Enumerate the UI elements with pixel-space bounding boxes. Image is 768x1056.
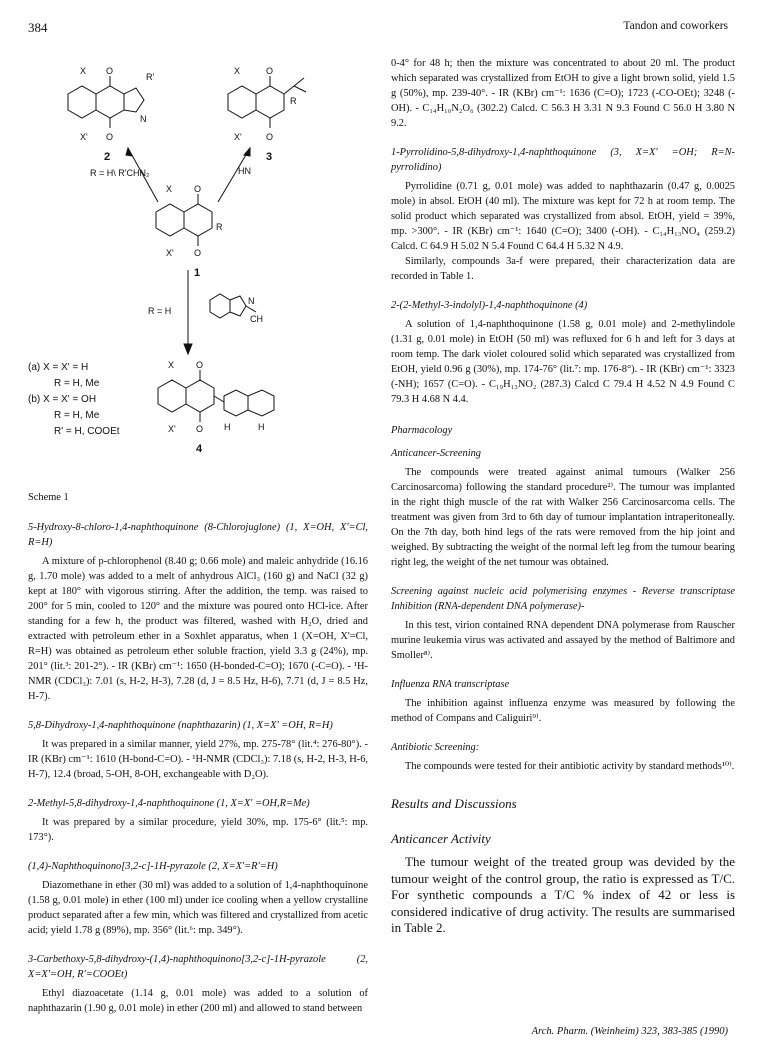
section-body-8-chlorojuglone: A mixture of p-chlorophenol (8.40 g; 0.66 mole) and maleic anhydride (16.16 g, 1.70 mole) was added to a melt of anhydrous AlCl₃ (160 g) and NaCl (32 g) kept at 180° with vigorous stirring. After the addition, the temp. was raised to 200° for 5 min, cooled to 120° and the mixture was poured onto HCl-ice. After standing for a few h, the product was filtered, washed with H₂O, dried and extracted with petroleum ether in a Soxhlet apparatus, when 1 (X=OH, X'=Cl, R=H) was obtained as petroleum ether soluble fraction, yield 3.3 g (24%), mp. 201° (lit.³: 201-2°). - IR (KBr) cm⁻¹: 1650 (H-bonded-C=O); 1670 (-C=O). - ¹H-NMR (CDCl₃): 7.01 (s, H-2, H-3), 7.28 (d, J = 8.5 Hz, H-6), 7.71 (d, J = 8.5 Hz, H-7). [28,556,368,702]
compound-3-label: 3 [266,151,273,163]
svg-text:H: H [224,422,231,432]
svg-text:X: X [234,66,241,76]
section-body-2-methyl: It was prepared by a similar procedure, yield 30%, mp. 175-6° (lit.⁵: mp. 173°). [28,817,368,843]
antibiotic-heading: Antibiotic Screening: [391,742,480,753]
svg-text:X: X [166,184,173,194]
compound-2-label: 2 [104,151,111,163]
nucleic-acid-body: In this test, virion contained RNA dependent DNA polymerase from Rauscher murine leukemia virus was activated and assayed by the method of Baltimore and Smoller⁸⁾. [391,620,735,661]
svg-text:O: O [266,66,274,76]
svg-text:X': X' [168,424,176,434]
anticancer-activity-body: The tumour weight of the treated group was devided by the tumour weight of the control group, the ratio is expressed as T/C. For synthetic compounds a T/C % index of 42 or less is considered indicative of drug activity. The results are summarised in Table 2. [391,854,735,935]
svg-text:H: H [258,422,265,432]
nucleic-acid-heading: Screening against nucleic acid polymerising enzymes - Reverse transcriptase Inhibition (RNA-dependent DNA polymerase)- [391,586,735,612]
legend-a-2: R = H, Me [54,378,100,389]
influenza-body: The inhibition against influenza enzyme was measured by following the method of Compans and Caliguiri⁹⁾. [391,698,735,724]
right-column [391,56,735,937]
svg-text:R': R' [146,72,155,82]
left-column [28,490,368,1016]
svg-text:R: R [216,222,223,232]
section-title-naphthazarin: 5,8-Dihydroxy-1,4-naphthoquinone (naphthazarin) (1, X=X' =OH, R=H) [28,720,333,731]
anticancer-activity-heading: Anticancer Activity [391,831,491,846]
section-title-indolyl: 2-(2-Methyl-3-indolyl)-1,4-naphthoquinone (4) [391,300,588,311]
svg-text:O: O [194,248,202,258]
section-body-pyrrolidino: Pyrrolidine (0.71 g, 0.01 mole) was added to naphthazarin (0.47 g, 0.0025 mole) in absol. EtOH (40 ml). The mixture was kept for 72 h at room temp. The solid product which separated was crystallized from absol. EtOH, yield = 39%, mp. >300°. - IR (KBr) cm⁻¹: 1640 (C=O); 3400 (-OH). - C₁₄H₁₃NO₄ (259.2) Calcd. C 64.9 H 5.02 N 5.4 Found C 64.4 H 5.32 N 4.9. [391,181,735,252]
svg-text:O: O [266,132,274,142]
legend-b-2: R = H, Me [54,410,100,421]
svg-text:N: N [248,296,255,306]
svg-text:O: O [196,424,204,434]
svg-text:X': X' [80,132,88,142]
section-title-carbethoxy: 3-Carbethoxy-5,8-dihydroxy-(1,4)-naphthoquinono[3,2-c]-1H-pyrazole (2, X=X'=OH, R'=COOEt) [28,954,368,980]
section-body-naphthazarin: It was prepared in a similar manner, yield 27%, mp. 275-78° (lit.⁴: 276-80°). - IR (KBr) cm⁻¹: 1610 (H-bond-C=O). - ¹H-NMR (CDCl₃): 7.18 (s, H-2, H-3, H-6, H-7), 12.4 (broad, 5-OH, 8-OH, exchangeable with D₂O). [28,739,368,780]
compound-4-label: 4 [196,443,203,455]
section-title-pyrrolidino: 1-Pyrrolidino-5,8-dihydroxy-1,4-naphthoquinone (3, X=X' =OH; R=N-pyrrolidino) [391,147,735,173]
scheme-caption: Scheme 1 [28,492,69,503]
results-heading: Results and Discussions [391,796,517,811]
svg-text:X: X [168,360,175,370]
svg-text:X: X [80,66,87,76]
section-body-pyrrolidino-2: Similarly, compounds 3a-f were prepared, their characterization data are recorded in Table 1. [391,256,735,282]
section-body-indolyl: A solution of 1,4-naphthoquinone (1.58 g, 0.01 mole) and 2-methylindole (1.31 g, 0.01 mole) in EtOH (50 ml) was refluxed for 6 h and left for 3 days at room temp. The dark violet coloured solid which separated was crystallized from EtOH, yield 0.96 g (30%), mp. 174-76° (lit.⁷: mp. 176-8°). - IR (KBr) cm⁻¹: 3323 (-NH); 1657 (C=O). - C₁₉H₁₃NO₂ (287.3) Calcd C 79.4 H 4.52 N 4.9 Found C 79.3 H 4.68 N 4.4. [391,319,735,405]
section-title-pyrazole: (1,4)-Naphthoquinono[3,2-c]-1H-pyrazole (2, X=X'=R'=H) [28,861,278,872]
arrow-label-2: R = H\ R'CHN₂ [90,168,150,178]
reaction-scheme [28,52,368,472]
continued-body: 0-4° for 48 h; then the mixture was concentrated to about 20 ml. The product which separated was crystallized from EtOH to give a light brown solid, yield 1.5 g (50%), mp. 239-40°. - IR (KBr) cm⁻¹: 1636 (C=O); 1723 (-CO-OEt); 3248 (-OH). - C₁₄H₁₀N₂O₆ (302.2) Calcd. C 56.3 H 3.31 N 9.3 Found C 56.0 H 3.80 N 9.2. [391,58,735,129]
svg-text:O: O [194,184,202,194]
svg-text:O: O [106,66,114,76]
anticancer-screening-heading: Anticancer-Screening [391,448,481,459]
section-title-2-methyl: 2-Methyl-5,8-dihydroxy-1,4-naphthoquinone (1, X=X' =OH,R=Me) [28,798,310,809]
section-body-pyrazole: Diazomethane in ether (30 ml) was added to a solution of 1,4-naphthoquinone (1.58 g, 0.01 mole) in ether (100 ml) under ice cooling when a yellow crystalline product separated after a few min, which was filtered and crystallized from acetic acid; yield 1.78 g (89%), mp. 356° (lit.⁶: mp. 349°). [28,880,368,936]
svg-text:O: O [106,132,114,142]
section-title-8-chlorojuglone: 5-Hydroxy-8-chloro-1,4-naphthoquinone (8-Chlorojuglone) (1, X=OH, X'=Cl, R=H) [28,522,368,548]
running-head: Tandon and coworkers [623,20,728,32]
svg-text:R: R [290,96,297,106]
svg-text:O: O [196,360,204,370]
influenza-heading: Influenza RNA transcriptase [391,679,510,690]
page-number: 384 [28,20,48,35]
svg-text:X': X' [166,248,174,258]
section-body-carbethoxy: Ethyl diazoacetate (1.14 g, 0.01 mole) was added to a solution of naphthazarin (1.90 g, 0.01 mole) in ether (200 ml) and allowed to stand between [28,988,368,1014]
antibiotic-body: The compounds were tested for their antibiotic activity by standard methods¹⁰⁾. [405,761,735,772]
svg-text:X': X' [234,132,242,142]
journal-citation: Arch. Pharm. (Weinheim) 323, 383-385 (1990) [531,1026,728,1037]
legend-b-3: R' = H, COOEt [54,426,120,437]
compound-1-label: 1 [194,267,201,279]
legend-b-1: (b) X = X' = OH [28,394,97,405]
svg-text:N: N [140,114,147,124]
legend-a-1: (a) X = X' = H [28,362,89,373]
anticancer-screening-body: The compounds were treated against animal tumours (Walker 256 Carcinosarcoma) following the standard procedure²⁾. The tumour was implanted in the right thigh muscle of the rat with Walker 256 Carcinosarcoma cells. The treatment was given from 3rd to 6th day of tumour implantation intraperitoneally. On the 7th day, both hind legs of the rats were removed from the hip joint and weighed. By subtracting the weight of the normal left leg from the tumour bearing right leg, the weight of the net tumour was obtained. [391,467,735,568]
pharmacology-heading: Pharmacology [391,425,453,436]
svg-text:CH: CH [250,314,263,324]
arrow-label-3: HN [238,166,251,176]
arrow-label-4: R = H [148,306,172,316]
